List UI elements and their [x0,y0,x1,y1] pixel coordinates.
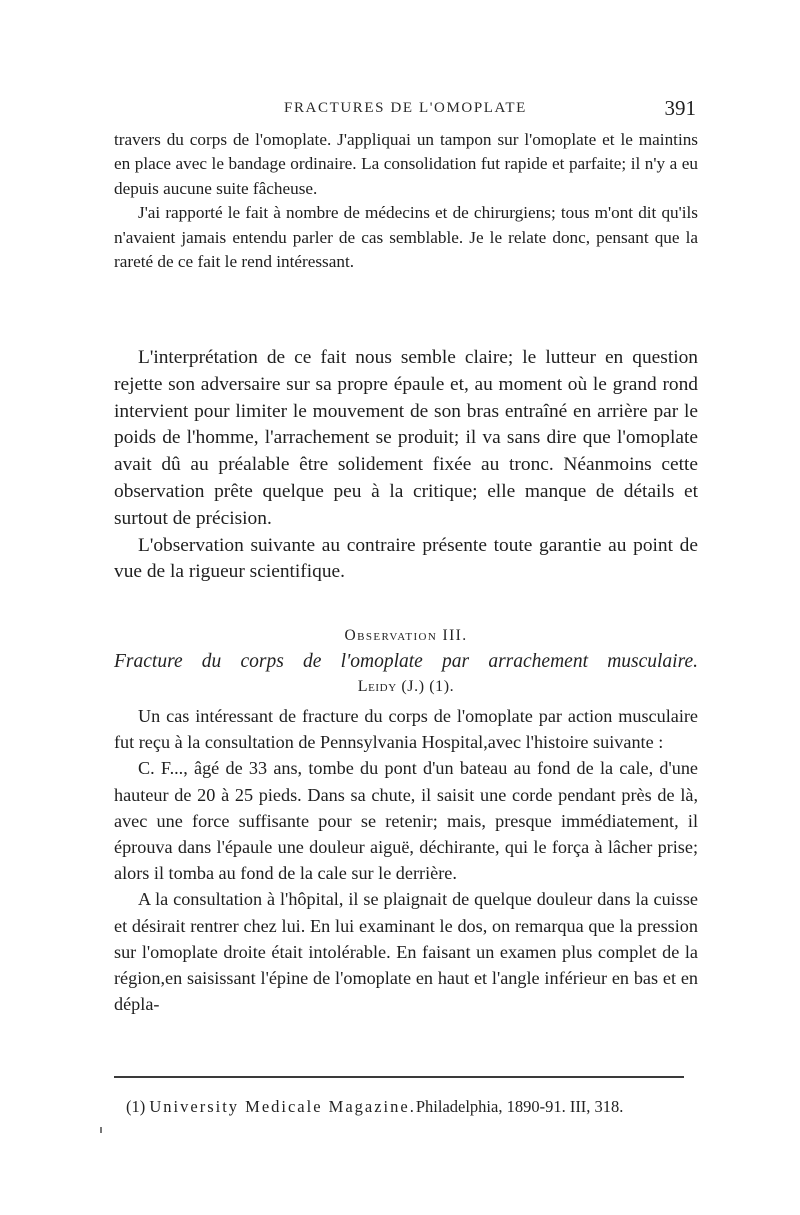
footnote-citation: Philadelphia, 1890-91. III, 318. [415,1097,624,1116]
paragraph: A la consultation à l'hôpital, il se plaignait de quelque douleur dans la cuisse et désirait rentrer chez lui. En lui examinant le dos, on remarqua que la pression sur l'omoplate droite était intolérable. En faisant un examen plus complet de la région,en saisissant l'épine de l'omoplate en haut et l'angle inférieur en bas et en dépla- [114,889,698,1015]
page-header [114,96,698,126]
page-number: 391 [664,96,696,120]
observation-title: Fracture du corps de l'omoplate par arrachement musculaire. [114,651,698,672]
paragraph: L'interprétation de ce fait nous semble claire; le lutteur en question rejette son adversaire sur sa propre épaule et, au moment où le grand rond intervient pour limiter le mouvement de son bras entraîné en arrière par le poids de l'homme, l'arrachement se produit; il va sans dire que l'omoplate avait dû au préalable être solidement fixée au tronc. Néanmoins cette observation prête quelque peu à la critique; elle manque de détails et surtout de précision. [114,347,698,529]
observation-header [114,624,698,699]
paragraph: Un cas intéressant de fracture du corps de l'omoplate par action musculaire fut reçu à la consultation de Pennsylvania Hospital,avec l'histoire suivante : [114,706,698,753]
paragraph: C. F..., âgé de 33 ans, tombe du pont d'un bateau au fond de la cale, d'une hauteur de 20 à 25 pieds. Dans sa chute, il saisit une corde pendant près de là, avec une force suffisante pour se retenir; mais, presque immédiatement, il éprouva dans l'épaule une douleur aiguë, déchirante, qui le força à lâcher prise; alors il tomba au fond de la cale sur le derrière. [114,758,698,884]
commentary-text [114,345,698,586]
footnote-marker: (1) [126,1097,146,1116]
running-head: FRACTURES DE L'OMOPLATE [284,100,527,116]
margin-mark [100,1127,102,1133]
observation-heading: Observation III. [344,627,468,644]
observation-author: Leidy (J.) (1). [357,678,455,695]
footnote [126,1096,698,1118]
paragraph: L'observation suivante au contraire présente toute garantie au point de vue de la rigueur scientifique. [114,534,698,583]
paragraph: travers du corps de l'omoplate. J'appliquai un tampon sur l'omoplate et le maintins en place avec le bandage ordinaire. La consolidation fut rapide et parfaite; il n'y a eu depuis aucune suite fâcheuse. [114,130,698,198]
quoted-case-text [114,128,698,274]
footnote-journal: University Medicale Magazine. [149,1097,416,1116]
footnote-divider [114,1076,684,1078]
case-report-text [114,703,698,1017]
paragraph: J'ai rapporté le fait à nombre de médecins et de chirurgiens; tous m'ont dit qu'ils n'avaient jamais entendu parler de cas semblable. Je le relate donc, pensant que la rareté de ce fait le rend intéressant. [114,203,698,272]
